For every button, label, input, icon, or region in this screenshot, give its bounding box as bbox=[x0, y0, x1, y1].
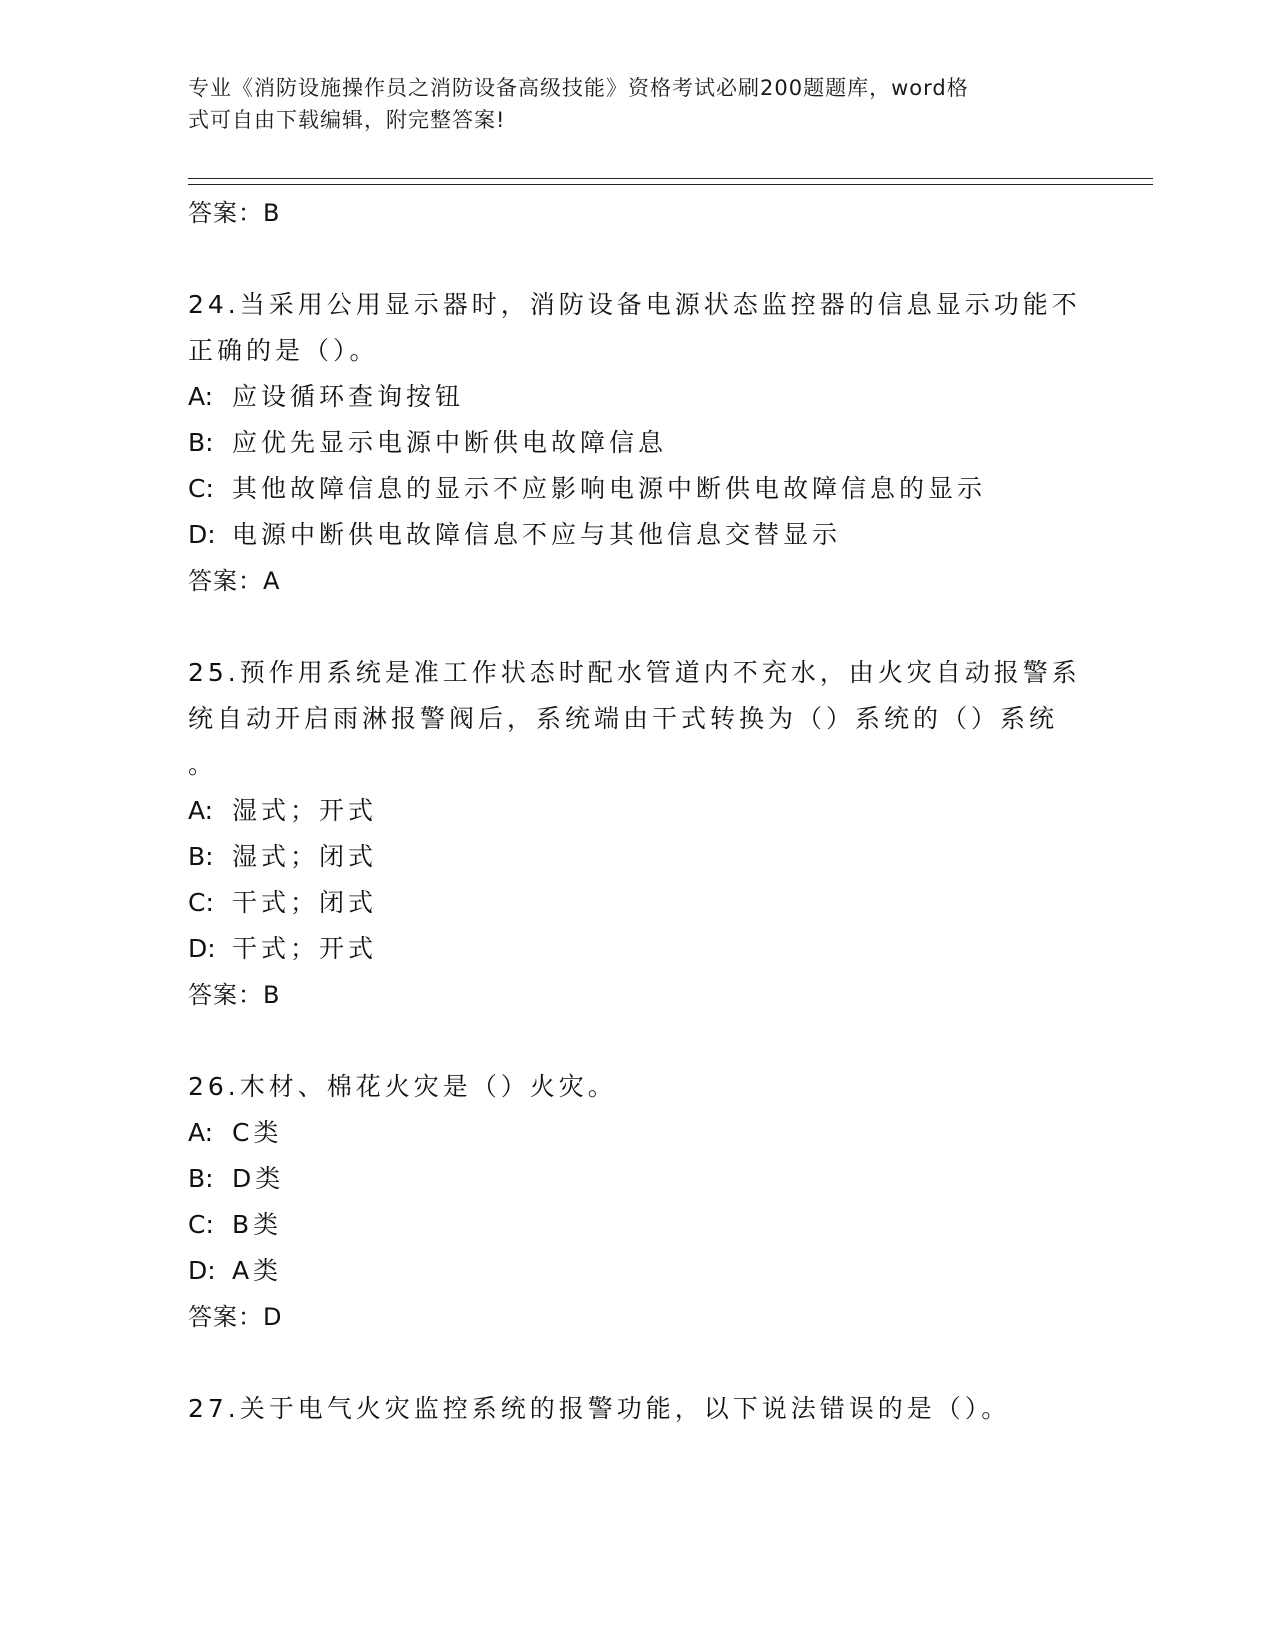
option-text: 其他故障信息的显示不应影响电源中断供电故障信息的显示 bbox=[232, 474, 987, 503]
document-header bbox=[188, 72, 1068, 136]
option-d bbox=[188, 1248, 1088, 1294]
option-text: 应优先显示电源中断供电故障信息 bbox=[232, 428, 668, 457]
answer: 答案：A bbox=[188, 567, 281, 595]
question-stem: 25.预作用系统是准工作状态时配水管道内不充水，由火灾自动报警系 bbox=[188, 658, 1081, 687]
option-key: C: bbox=[188, 1210, 214, 1239]
option-b bbox=[188, 834, 1088, 880]
option-d bbox=[188, 512, 1088, 558]
spacer bbox=[188, 236, 1088, 282]
option-text: 湿式；闭式 bbox=[232, 842, 378, 871]
option-key: C: bbox=[188, 888, 214, 917]
question-25 bbox=[188, 650, 1088, 1018]
option-c bbox=[188, 1202, 1088, 1248]
question-26 bbox=[188, 1064, 1088, 1340]
answer: 答案：B bbox=[188, 981, 281, 1009]
option-text: B类 bbox=[232, 1210, 283, 1239]
option-b bbox=[188, 1156, 1088, 1202]
spacer bbox=[188, 1018, 1088, 1064]
option-key: A: bbox=[188, 1118, 214, 1147]
option-key: C: bbox=[188, 474, 214, 503]
question-stem: 正确的是（）。 bbox=[188, 336, 379, 365]
option-c bbox=[188, 880, 1088, 926]
option-a bbox=[188, 788, 1088, 834]
option-text: A类 bbox=[232, 1256, 283, 1285]
option-a bbox=[188, 374, 1088, 420]
option-key: A: bbox=[188, 796, 214, 825]
question-stem: 统自动开启雨淋报警阀后，系统端由干式转换为（）系统的（）系统 bbox=[188, 704, 1059, 733]
option-a bbox=[188, 1110, 1088, 1156]
option-text: 干式；闭式 bbox=[232, 888, 378, 917]
option-key: D: bbox=[188, 520, 216, 549]
option-text: 电源中断供电故障信息不应与其他信息交替显示 bbox=[232, 520, 842, 549]
option-c bbox=[188, 466, 1088, 512]
question-list bbox=[188, 190, 1088, 1432]
option-key: D: bbox=[188, 1256, 216, 1285]
header-divider-top bbox=[188, 178, 1153, 179]
question-27 bbox=[188, 1386, 1088, 1432]
option-b bbox=[188, 420, 1088, 466]
question-stem: 。 bbox=[188, 750, 218, 779]
option-key: A: bbox=[188, 382, 214, 411]
spacer bbox=[188, 604, 1088, 650]
option-d bbox=[188, 926, 1088, 972]
option-text: D类 bbox=[232, 1164, 285, 1193]
option-key: B: bbox=[188, 842, 214, 871]
option-text: C类 bbox=[232, 1118, 283, 1147]
option-key: B: bbox=[188, 1164, 214, 1193]
option-text: 干式；开式 bbox=[232, 934, 378, 963]
question-stem: 27.关于电气火灾监控系统的报警功能，以下说法错误的是（）。 bbox=[188, 1394, 1011, 1423]
option-text: 湿式；开式 bbox=[232, 796, 378, 825]
previous-answer: 答案：B bbox=[188, 199, 281, 227]
question-stem: 24.当采用公用显示器时，消防设备电源状态监控器的信息显示功能不 bbox=[188, 290, 1081, 319]
header-divider-bottom bbox=[188, 184, 1153, 185]
option-key: B: bbox=[188, 428, 214, 457]
spacer bbox=[188, 1340, 1088, 1386]
question-24 bbox=[188, 282, 1088, 604]
question-stem: 26.木材、棉花火灾是（）火灾。 bbox=[188, 1072, 617, 1101]
answer: 答案：D bbox=[188, 1303, 283, 1331]
option-text: 应设循环查询按钮 bbox=[232, 382, 465, 411]
option-key: D: bbox=[188, 934, 216, 963]
header-line-1: 专业《消防设施操作员之消防设备高级技能》资格考试必刷200题题库，word格 bbox=[188, 76, 969, 100]
header-line-2: 式可自由下载编辑，附完整答案! bbox=[188, 108, 506, 132]
